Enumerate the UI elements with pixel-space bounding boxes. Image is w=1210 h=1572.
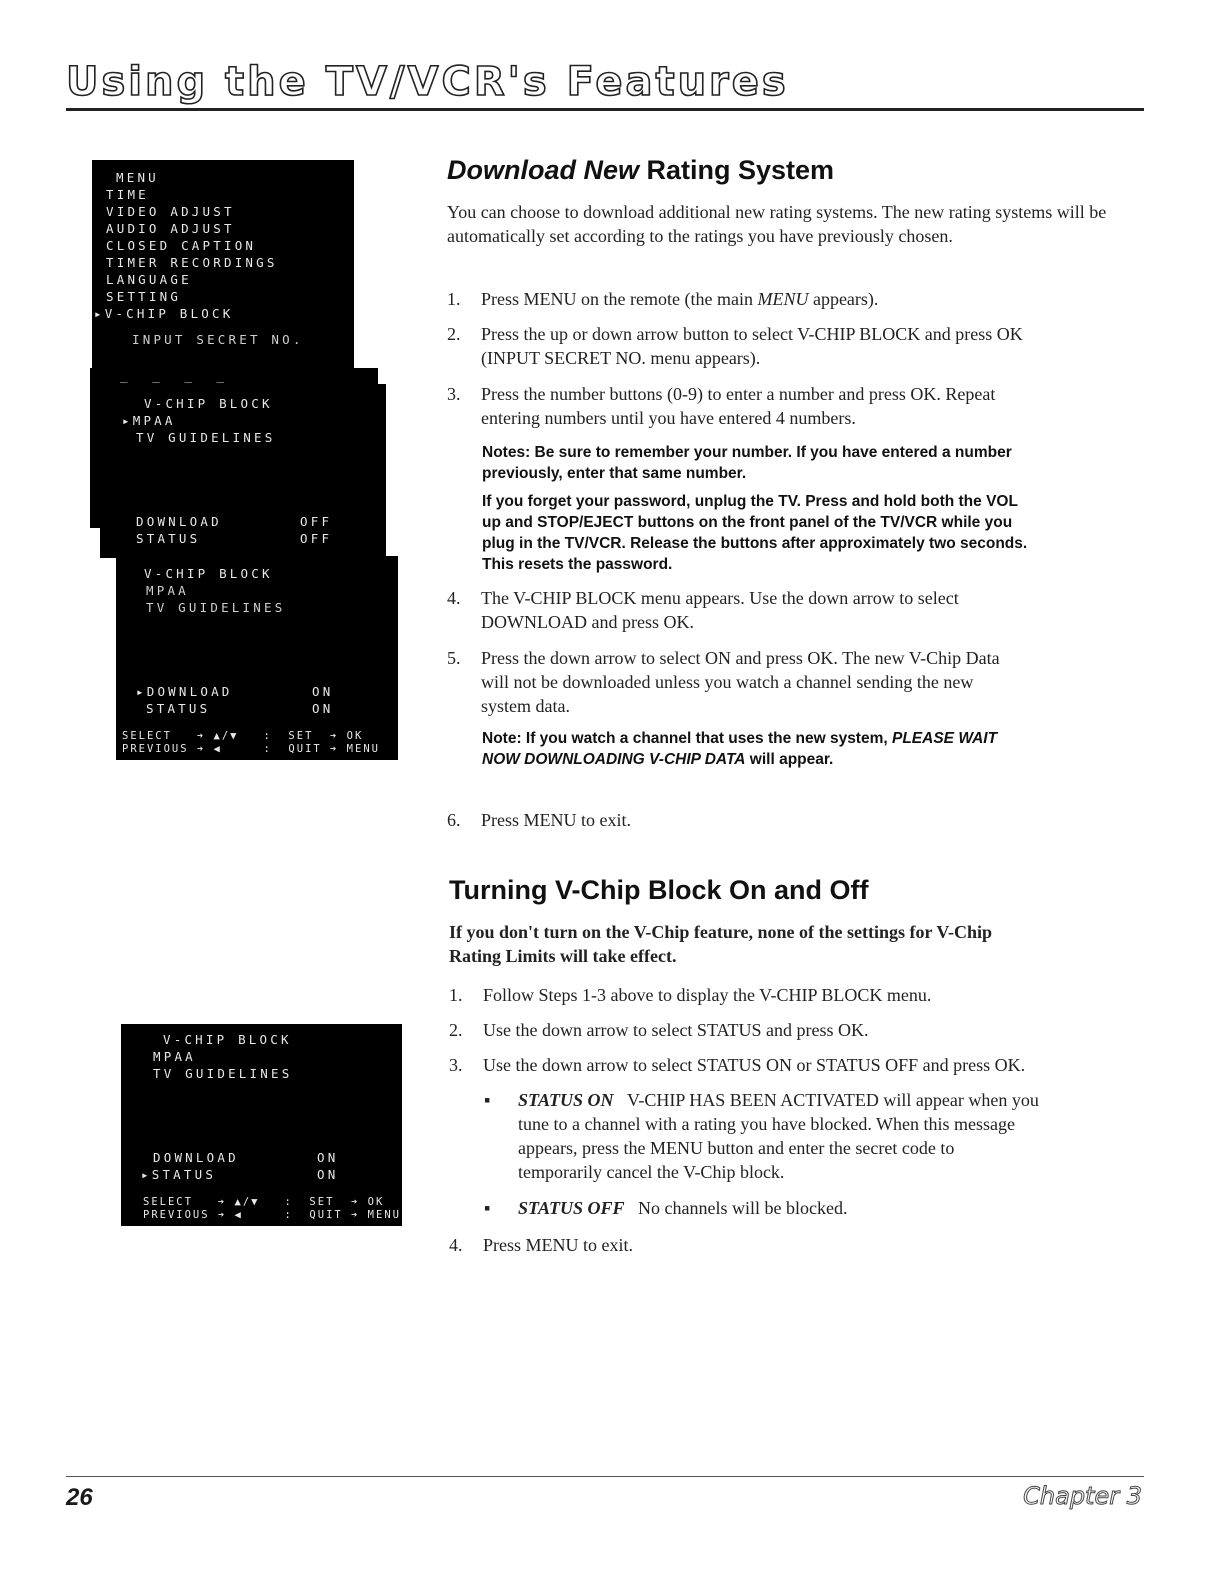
step-4 [447,586,1147,634]
chapter-label: Chapter 3 [1023,1482,1142,1510]
note-line: previously, enter that same number. [482,465,747,482]
bullet-status-on [484,1088,1144,1184]
note-downloading [482,728,1132,770]
step-text: Press the down arrow to select ON and press OK. The new V-Chip Data [481,648,1000,668]
menu-item: TIME [106,187,149,202]
menu-item-selected: ▸V-CHIP BLOCK [94,306,234,321]
step-number: 2. [447,324,461,344]
step-text: Use the down arrow to select STATUS and press OK. [483,1020,869,1040]
page-header-title: Using the TV/VCR's Features [66,59,789,105]
note-line: If you forget your password, unplug the TV. Press and hold both the VOL [482,493,1018,510]
note-line: up and STOP/EJECT buttons on the front panel of the TV/VCR while you [482,514,1013,531]
header-divider [66,108,1144,111]
warning-line: If you don't turn on the V-Chip feature, none of the settings for V-Chip [449,922,993,942]
footer-divider [66,1476,1144,1477]
menu-item: MPAA [146,583,189,598]
page-number: 26 [66,1484,93,1511]
bullet-label: STATUS OFF [518,1198,625,1218]
menu-title: MENU [116,170,159,185]
step-number: 4. [447,588,461,608]
menu-item: SETTING [106,289,182,304]
bullet-status-off [484,1196,1144,1220]
step-number: 3. [449,1055,463,1075]
menu-item: MPAA [153,1049,196,1064]
menu-item: LANGUAGE [106,272,192,287]
menu-item: AUDIO ADJUST [106,221,235,236]
download-value: OFF [300,514,333,529]
menu-item: TV GUIDELINES [136,430,276,445]
step-text: Press MENU to exit. [481,810,631,830]
screen-title: V-CHIP BLOCK [163,1032,292,1047]
secret-prompt: INPUT SECRET NO. [132,332,304,347]
menu-item: TIMER RECORDINGS [106,255,278,270]
bullet-text: temporarily cancel the V-Chip block. [518,1162,785,1182]
bullet-text: V-CHIP HAS BEEN ACTIVATED will appear when you [627,1090,1039,1110]
note-line: Notes: Be sure to remember your number. If you have entered a number [482,444,1012,461]
warning-line: Rating Limits will take effect. [449,946,677,966]
step-text: Use the down arrow to select STATUS ON or STATUS OFF and press OK. [483,1055,1026,1075]
download-label: DOWNLOAD [136,514,222,529]
bullet-icon: ▪ [484,1090,491,1110]
step-text: Press the number buttons (0-9) to enter a number and press OK. Repeat [481,384,996,404]
step-number: 2. [449,1020,463,1040]
note-line: This resets the password. [482,556,673,573]
step-2-4 [449,1233,1149,1257]
step-5 [447,646,1147,718]
note-text: Note: If you watch a channel that uses the new system, [482,730,892,747]
status-value: ON [317,1167,339,1182]
tv-screen-vchip-download-off [100,384,386,558]
step-2-3 [449,1053,1149,1077]
step-text: The V-CHIP BLOCK menu appears. Use the down arrow to select [481,588,959,608]
step-text: Press MENU on the remote (the main [481,289,758,309]
download-value: ON [312,684,334,699]
status-label: STATUS [146,701,211,716]
status-value: ON [312,701,334,716]
step-number: 3. [447,384,461,404]
step-text: Press the up or down arrow button to select V-CHIP BLOCK and press OK [481,324,1023,344]
step-text: Follow Steps 1-3 above to display the V-CHIP BLOCK menu. [483,985,932,1005]
note-line: plug in the TV/VCR. Release the buttons after approximately two seconds. [482,535,1028,552]
help-line-select: SELECT ➔ ▲/▼ : SET ➔ OK [122,730,364,742]
section-heading-turning: Turning V-Chip Block On and Off [449,875,869,905]
step-number: 1. [449,985,463,1005]
download-label-selected: ▸DOWNLOAD [136,684,233,699]
intro-paragraph: You can choose to download additional new rating systems. The new rating systems will be automatically set according to the ratings you have previously chosen. [447,202,1107,246]
note-text: will appear. [745,751,834,768]
menu-item-selected: ▸MPAA [122,413,176,428]
bullet-icon: ▪ [484,1198,491,1218]
step-number: 4. [449,1235,463,1255]
note-message: PLEASE WAIT [892,730,998,747]
warning-paragraph [449,920,1139,968]
menu-item: CLOSED CAPTION [106,238,257,253]
help-line-previous: PREVIOUS ➔ ◀ : QUIT ➔ MENU [143,1209,401,1221]
bullet-text: tune to a channel with a rating you have blocked. When this message [518,1114,1016,1134]
menu-item: VIDEO ADJUST [106,204,235,219]
step-text: entering numbers until you have entered 4 numbers. [481,408,856,428]
menu-item: TV GUIDELINES [146,600,286,615]
tv-screen-vchip-status [121,1024,402,1226]
secret-dashes: _ _ _ _ [120,368,228,383]
step-text: Press MENU to exit. [483,1235,633,1255]
step-text: system data. [481,696,570,716]
step-text: DOWNLOAD and press OK. [481,612,694,632]
step-menu-name: MENU [757,289,809,309]
heading-italic-part: Download New [447,155,640,185]
bullet-text: appears, press the MENU button and enter the secret code to [518,1138,955,1158]
note-forgot-password [482,491,1132,575]
screen-title: V-CHIP BLOCK [144,566,273,581]
step-text: (INPUT SECRET NO. menu appears). [481,348,761,368]
heading-rest: Rating System [639,155,835,185]
step-1 [447,287,1147,311]
tv-screen-secret-number [100,322,354,370]
section-heading-download [447,155,834,186]
status-label-selected: ▸STATUS [141,1167,217,1182]
step-text: appears). [808,289,879,309]
note-remember-number [482,442,1132,484]
screen-title: V-CHIP BLOCK [144,396,273,411]
help-line-select: SELECT ➔ ▲/▼ : SET ➔ OK [143,1196,385,1208]
step-3 [447,382,1147,430]
note-message: NOW DOWNLOADING V-CHIP DATA [482,751,746,768]
step-6 [447,808,1147,832]
bullet-label: STATUS ON [518,1090,614,1110]
step-number: 6. [447,810,461,830]
help-line-previous: PREVIOUS ➔ ◀ : QUIT ➔ MENU [122,743,380,755]
step-text: will not be downloaded unless you watch a channel sending the new [481,672,974,692]
step-2-1 [449,983,1149,1007]
status-label: STATUS [136,531,201,546]
step-2 [447,322,1147,370]
step-number: 5. [447,648,461,668]
bullet-text: No channels will be blocked. [638,1198,848,1218]
tv-screen-vchip-download-on [116,556,398,760]
download-label: DOWNLOAD [153,1150,239,1165]
download-value: ON [317,1150,339,1165]
status-value: OFF [300,531,333,546]
step-number: 1. [447,289,461,309]
step-2-2 [449,1018,1149,1042]
menu-item: TV GUIDELINES [153,1066,293,1081]
